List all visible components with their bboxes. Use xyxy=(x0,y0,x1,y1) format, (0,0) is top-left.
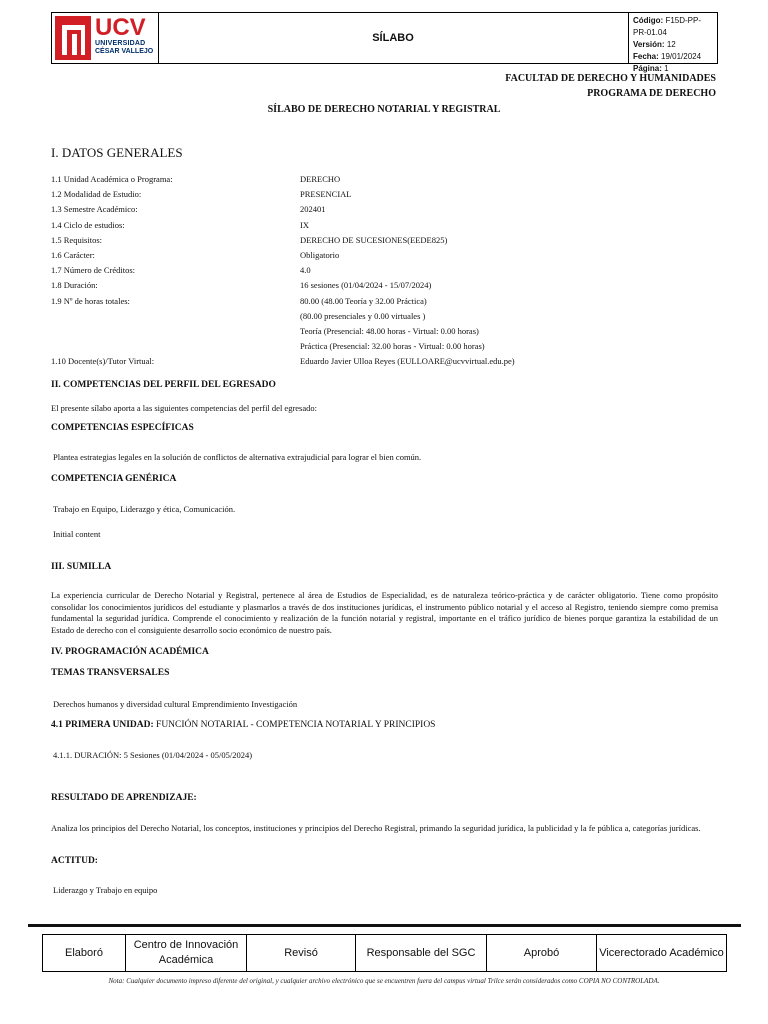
general-data-label: 1.8 Duración: xyxy=(51,280,98,291)
attitude-title: ACTITUD: xyxy=(51,856,98,866)
general-data-label: 1.4 Ciclo de estudios: xyxy=(51,219,125,230)
initial-content: Initial content xyxy=(53,529,101,539)
general-data-label: 1.1 Unidad Académica o Programa: xyxy=(51,174,173,184)
ucv-seal-icon xyxy=(55,16,91,60)
section-3-title: III. SUMILLA xyxy=(51,562,112,572)
footer-cell-reviso: Revisó xyxy=(247,935,356,971)
unit-prefix: 4.1 PRIMERA UNIDAD: xyxy=(51,720,154,730)
generic-competency-title: COMPETENCIA GENÉRICA xyxy=(51,474,177,484)
unit-heading xyxy=(51,720,435,730)
program-name: PROGRAMA DE DERECHO xyxy=(587,88,716,99)
footer-cell-aprobo: Aprobó xyxy=(487,935,597,971)
unit-duration: 4.1.1. DURACIÓN: 5 Sesiones (01/04/2024 - 05/05/2024) xyxy=(53,750,253,760)
meta-date: Fecha: 19/01/2024 xyxy=(633,52,702,61)
sumilla-text: La experiencia curricular de Derecho Notarial y Registral, pertenece al área de Estudios de Especialidad, es de naturaleza teórico-práctica y de carácter obligatorio. Tiene como propósito consolidar los conocimientos jurídicos del estudiante y plasmarlos a través de dos instituciones jurídicas, el instrumento público notarial y el acceso al Registro, teniendo siempre como premisa fundamental la seguridad jurídica. Comprende el conocimiento y realización de la función notarial y registral, importante en el tráfico jurídico de bienes porque garantiza la estabilidad de un Estado de derecho con el consiguiente desarrollo socio económico de nuestro país. xyxy=(51,590,718,635)
general-data-label: 1.2 Modalidad de Estudio: xyxy=(51,189,142,200)
general-data-value: 202401 xyxy=(300,204,326,215)
section-2-title: II. COMPETENCIAS DEL PERFIL DEL EGRESADO xyxy=(51,380,276,390)
logo-line-2: CÉSAR VALLEJO xyxy=(95,48,154,55)
competencies-intro: El presente sílabo aporta a las siguientes competencias del perfil del egresado: xyxy=(51,403,317,413)
approval-table xyxy=(42,934,727,972)
general-data-label: 1.3 Semestre Académico: xyxy=(51,204,138,215)
meta-version: Versión: 12 xyxy=(633,40,676,49)
general-data-value: DERECHO DE SUCESIONES(EEDE825) xyxy=(300,234,448,245)
general-data-value: Eduardo Javier Ulloa Reyes (EULLOARE@ucvvirtual.edu.pe) xyxy=(300,356,515,367)
general-data-label: 1.5 Requisitos: xyxy=(51,234,103,245)
university-logo xyxy=(52,13,159,63)
general-data-value: 16 sesiones (01/04/2024 - 15/07/2024) xyxy=(300,280,432,291)
footer-divider xyxy=(28,924,741,927)
logo-line-1: UNIVERSIDAD xyxy=(95,40,146,47)
general-data-value: Práctica (Presencial: 32.00 horas - Virtual: 0.00 horas) xyxy=(300,341,485,352)
general-data-value: (80.00 presenciales y 0.00 virtuales ) xyxy=(300,310,426,321)
header-title: SÍLABO xyxy=(372,32,414,44)
meta-code: Código: F15D-PP-PR-01.04 xyxy=(633,16,702,37)
faculty-name: FACULTAD DE DERECHO Y HUMANIDADES xyxy=(505,73,716,84)
header-meta xyxy=(628,13,717,73)
general-data-value: Obligatorio xyxy=(300,250,340,260)
general-data-value: 80.00 (48.00 Teoría y 32.00 Práctica) xyxy=(300,295,427,306)
specific-competencies-text: Plantea estrategias legales en la solución de conflictos de alternativa extrajudicial para lograr el bien común. xyxy=(53,452,422,462)
general-data-label: 1.7 Número de Créditos: xyxy=(51,265,136,276)
general-data-label: 1.6 Carácter: xyxy=(51,250,95,260)
general-data-value: 4.0 xyxy=(300,265,311,276)
general-data-value: PRESENCIAL xyxy=(300,189,352,200)
general-data-label: 1.9 Nº de horas totales: xyxy=(51,295,130,306)
footer-cell-vicerrectorado: Vicerectorado Académico xyxy=(599,947,724,959)
general-data-value: DERECHO xyxy=(300,174,341,184)
footer-note: Nota: Cualquier documento impreso diferente del original, y cualquier archivo electrónico que se encuentren fuera del campus virtual Trilce serán considerados como COPIA NO CONTROLADA. xyxy=(108,977,660,985)
general-data-value: IX xyxy=(300,219,309,230)
logo-brand-text: UCV xyxy=(95,14,146,41)
general-data-value: Teoría (Presencial: 48.00 horas - Virtual: 0.00 horas) xyxy=(300,326,479,336)
footer-cell-elaboro: Elaboró xyxy=(43,935,126,971)
generic-competency-text: Trabajo en Equipo, Liderazgo y ética, Comunicación. xyxy=(53,504,236,514)
section-1-title: I. DATOS GENERALES xyxy=(51,145,183,160)
unit-name: FUNCIÓN NOTARIAL - COMPETENCIA NOTARIAL Y PRINCIPIOS xyxy=(156,720,436,730)
section-4-title: IV. PROGRAMACIÓN ACADÉMICA xyxy=(51,647,209,657)
transversal-topics-title: TEMAS TRANSVERSALES xyxy=(51,668,170,678)
footer-cell-responsable: Responsable del SGC xyxy=(356,935,487,971)
learning-result-text: Analiza los principios del Derecho Notarial, los conceptos, instituciones y principios del Derecho Registral, primando la seguridad jurídica, la publicidad y la fe pública a, categorías jurídicas. xyxy=(51,823,701,833)
document-header xyxy=(51,12,718,73)
footer-cell-centro: Centro de Innovación Académica xyxy=(126,935,247,971)
learning-result-title: RESULTADO DE APRENDIZAJE: xyxy=(51,793,197,803)
attitude-text: Liderazgo y Trabajo en equipo xyxy=(53,885,158,895)
meta-page: Página: 1 xyxy=(633,64,669,73)
document-title: SÍLABO DE DERECHO NOTARIAL Y REGISTRAL xyxy=(267,104,501,115)
general-data-label: 1.10 Docente(s)/Tutor Virtual: xyxy=(51,356,155,367)
transversal-topics-text: Derechos humanos y diversidad cultural Emprendimiento Investigación xyxy=(53,699,298,709)
specific-competencies-title: COMPETENCIAS ESPECÍFICAS xyxy=(51,423,194,433)
